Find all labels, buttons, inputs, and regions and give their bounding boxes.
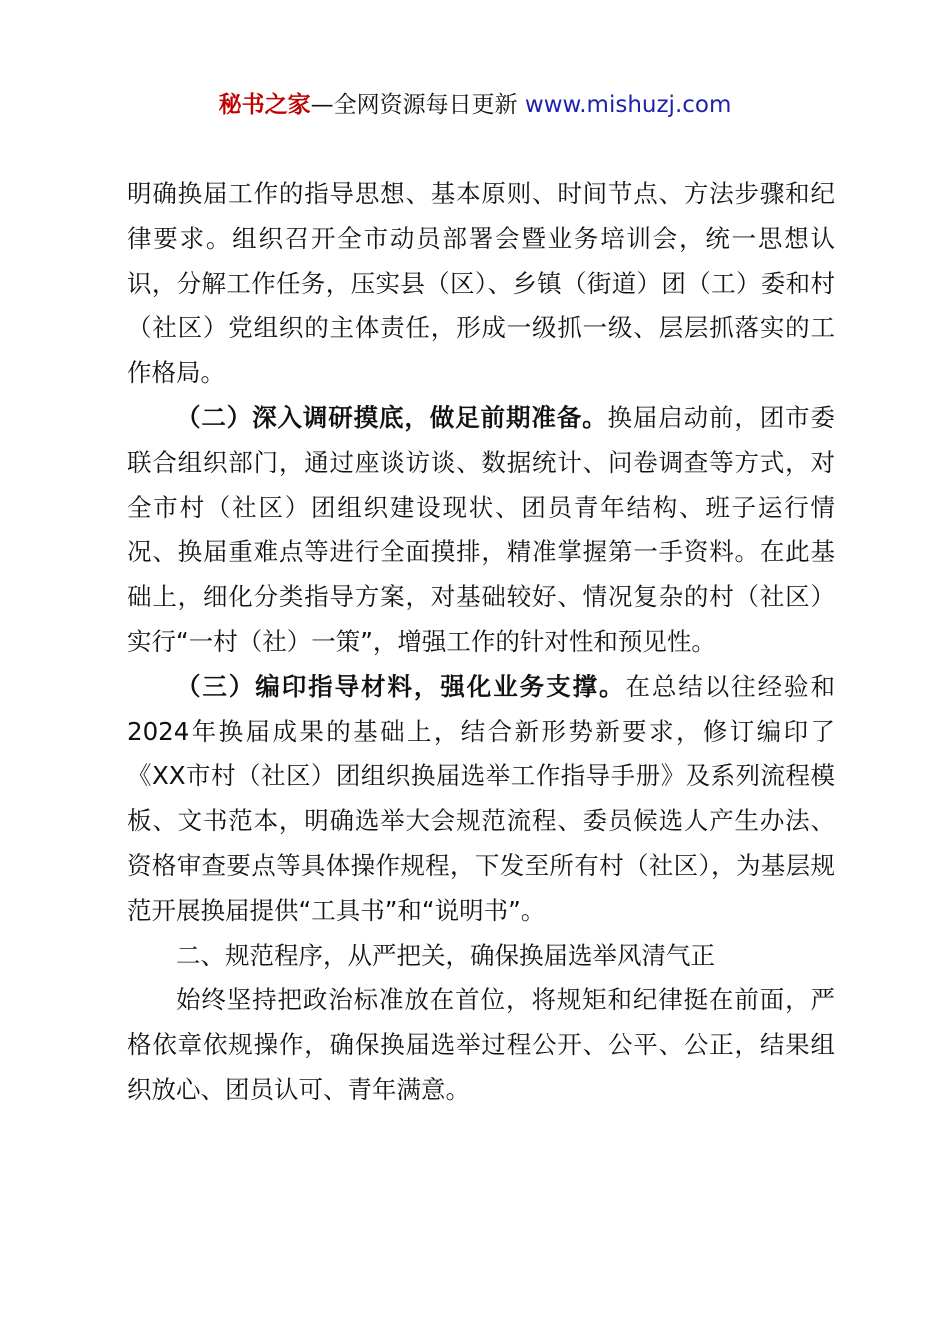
- paragraph-5: [127, 978, 835, 1112]
- section-title-2: [127, 934, 835, 979]
- paragraph-1-text: 明确换届工作的指导思想、基本原则、时间节点、方法步骤和纪律要求。组织召开全市动员部署会暨业务培训会，统一思想认识，分解工作任务，压实县（区）、乡镇（街道）团（工）委和村（社区）党组织的主体责任，形成一级抓一级、层层抓落实的工作格局。: [127, 179, 835, 388]
- paragraph-5-text: 始终坚持把政治标准放在首位，将规矩和纪律挺在前面，严格依章依规操作，确保换届选举过程公开、公平、公正，结果组织放心、团员认可、青年满意。: [127, 985, 835, 1104]
- paragraph-2: [127, 396, 835, 665]
- section-heading-2: （二）深入调研摸底，做足前期准备。: [176, 402, 608, 432]
- site-brand: 秘书之家: [218, 92, 311, 118]
- paragraph-3-text: 在总结以往经验和2024年换届成果的基础上，结合新形势新要求，修订编印了《XX市村（社区）团组织换届选举工作指导手册》及系列流程模板、文书范本，明确选举大会规范流程、委员候选人产生办法、资格审查要点等具体操作规程，下发至所有村（社区），为基层规范开展换届提供“工具书”和“说明书”。: [127, 671, 835, 925]
- paragraph-2-text: 换届启动前，团市委联合组织部门，通过座谈访谈、数据统计、问卷调查等方式，对全市村（社区）团组织建设现状、团员青年结构、班子运行情况、换届重难点等进行全面摸排，精准掌握第一手资料。在此基础上，细化分类指导方案，对基础较好、情况复杂的村（社区）实行“一村（社）一策”，增强工作的针对性和预见性。: [127, 402, 836, 656]
- section-title-2-text: 二、规范程序，从严把关，确保换届选举风清气正: [176, 940, 715, 970]
- document-body: [127, 172, 835, 1113]
- site-url-link[interactable]: www.mishuzj.com: [524, 92, 732, 118]
- site-header: [0, 88, 950, 122]
- site-tagline: —全网资源每日更新: [310, 92, 518, 118]
- paragraph-1: [127, 172, 835, 396]
- section-heading-3: （三）编印指导材料，强化业务支撑。: [176, 671, 626, 701]
- paragraph-3: [127, 665, 835, 934]
